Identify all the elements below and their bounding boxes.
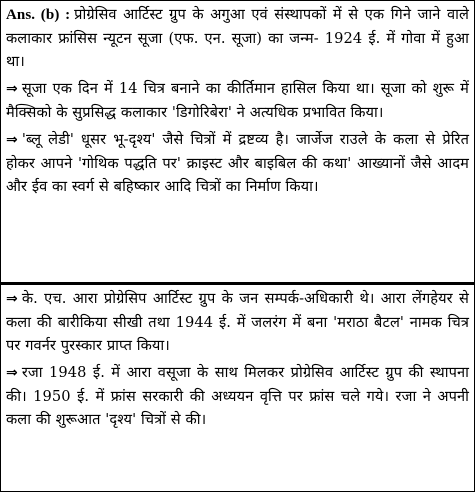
arrow-icon: ⇒: [6, 81, 18, 97]
arrow-icon: ⇒: [6, 365, 18, 381]
arrow-icon: ⇒: [6, 132, 18, 148]
answer-box-2: [0, 283, 475, 492]
bullet-text: के. एच. आरा प्रोग्रेसिप आर्टिस्ट ग्रुप के जन सम्पर्क-अधिकारी थे। आरा लेंगहेयर से कला की बारीकिया सीखी तथा 1944 ई. में जलरंग में बना 'मराठा बैटल' नामक चित्र पर गवर्नर पुरस्कार प्राप्त किया।: [6, 290, 469, 354]
arrow-icon: ⇒: [6, 291, 18, 307]
answer-intro: [6, 3, 469, 73]
bullet-point: [6, 361, 469, 431]
bullet-point: [6, 128, 469, 198]
bullet-point: [6, 77, 469, 124]
answer-intro-text: प्रोग्रेसिव आर्टिस्ट ग्रुप के अगुआ एवं संस्थापकों में से एक गिने जाने वाले कलाकार फ्रांसिस न्यूटन सूजा (एफ. एन. सूजा) का जन्म- 1924 ई. में गोवा में हुआ था।: [6, 6, 470, 70]
bullet-text: 'ब्लू लेडी' धूसर भू-दृश्य' जैसे चित्रों में द्रष्टव्य है। जार्जेज राउले के कला से प्रेरित होकर आपने 'गोथिक पद्धति पर' क्राइस्ट और बाइबिल की कथा' आख्यानों जैसे आदम और ईव का स्वर्ग से बहिष्कार आदि चित्रों का निर्माण किया।: [6, 131, 469, 195]
answer-label: Ans. (b) :: [6, 7, 71, 23]
bullet-text: रजा 1948 ई. में आरा वसूजा के साथ मिलकर प्रोग्रेसिव आर्टिस्ट ग्रुप की स्थापना की। 1950 ई. में फ्रांस सरकारी की अध्ययन वृत्ति पर फ्रांस चले गये। रजा ने अपनी कला की शुरूआत 'दृश्य' चित्रों से की।: [6, 364, 469, 428]
bullet-point: [6, 287, 469, 357]
bullet-text: सूजा एक दिन में 14 चित्र बनाने का कीर्तिमान हासिल किया था। सूजा को शुरू में मैक्सिको के सुप्रसिद्ध कलाकार 'डिगोरिबेरा' ने अत्यधिक प्रभावित किया।: [6, 80, 469, 121]
